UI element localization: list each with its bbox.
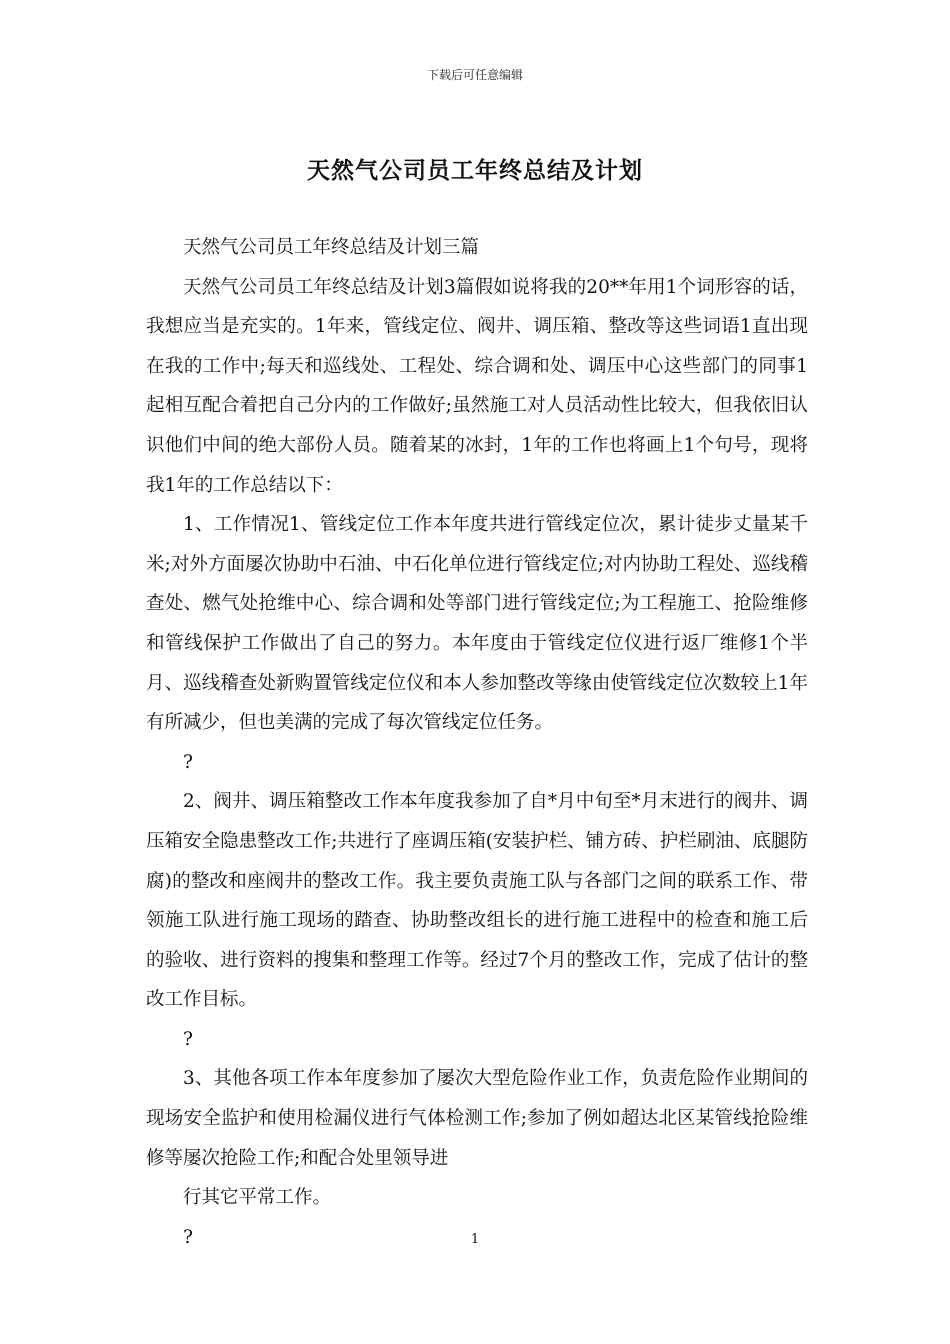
paragraph-section-3: 3、其他各项工作本年度参加了屡次大型危险作业工作，负责危险作业期间的现场安全监护和使用检漏仪进行气体检测工作;参加了例如超达北区某管线抢险维修等屡次抢险工作;和配合处里领导进 xyxy=(146,1068,808,1169)
document-body xyxy=(146,228,808,1257)
paragraph-placeholder-mark: ? xyxy=(183,1028,193,1050)
paragraph-placeholder-mark: ? xyxy=(183,751,193,773)
paragraph-section-2: 2、阀井、调压箱整改工作本年度我参加了自*月中旬至*月末进行的阀井、调压箱安全隐患整改工作;共进行了座调压箱(安装护栏、铺方砖、护栏刷油、底腿防腐)的整改和座阀井的整改工作。我主要负责施工队与各部门之间的联系工作、带领施工队进行施工现场的踏查、协助整改组长的进行施工进程中的检查和施工后的验收、进行资料的搜集和整理工作等。经过7个月的整改工作，完成了估计的整改工作目标。 xyxy=(146,791,808,1011)
page-number: 1 xyxy=(470,1232,480,1247)
paragraph-subtitle: 天然气公司员工年终总结及计划三篇 xyxy=(183,237,480,258)
paragraph-intro: 天然气公司员工年终总结及计划3篇假如说将我的20**年用1个词形容的话，我想应当是充实的。1年来，管线定位、阀井、调压箱、整改等这些词语1直出现在我的工作中;每天和巡线处、工程处、综合调和处、调压中心这些部门的同事1起相互配合着把自己分内的工作做好;虽然施工对人员活动性比较大，但我依旧认识他们中间的绝大部份人员。随着某的冰封，1年的工作也将画上1个句号，现将我1年的工作总结以下： xyxy=(146,276,808,496)
paragraph-placeholder-mark: ? xyxy=(183,1226,193,1248)
paragraph-continuation: 行其它平常工作。 xyxy=(183,1187,332,1209)
paragraph-section-1: 1、工作情况1、管线定位工作本年度共进行管线定位次，累计徒步丈量某千米;对外方面屡次协助中石油、中石化单位进行管线定位;对内协助工程处、巡线稽查处、燃气处抢维中心、综合调和处等部门进行管线定位;为工程施工、抢险维修和管线保护工作做出了自己的努力。本年度由于管线定位仪进行返厂维修1个半月、巡线稽查处新购置管线定位仪和本人参加整改等缘由使管线定位次数较上1年有所减少，但也美满的完成了每次管线定位任务。 xyxy=(146,514,808,734)
document-title: 天然气公司员工年终总结及计划 xyxy=(307,157,643,184)
page-header-note: 下载后可任意编辑 xyxy=(426,68,523,82)
